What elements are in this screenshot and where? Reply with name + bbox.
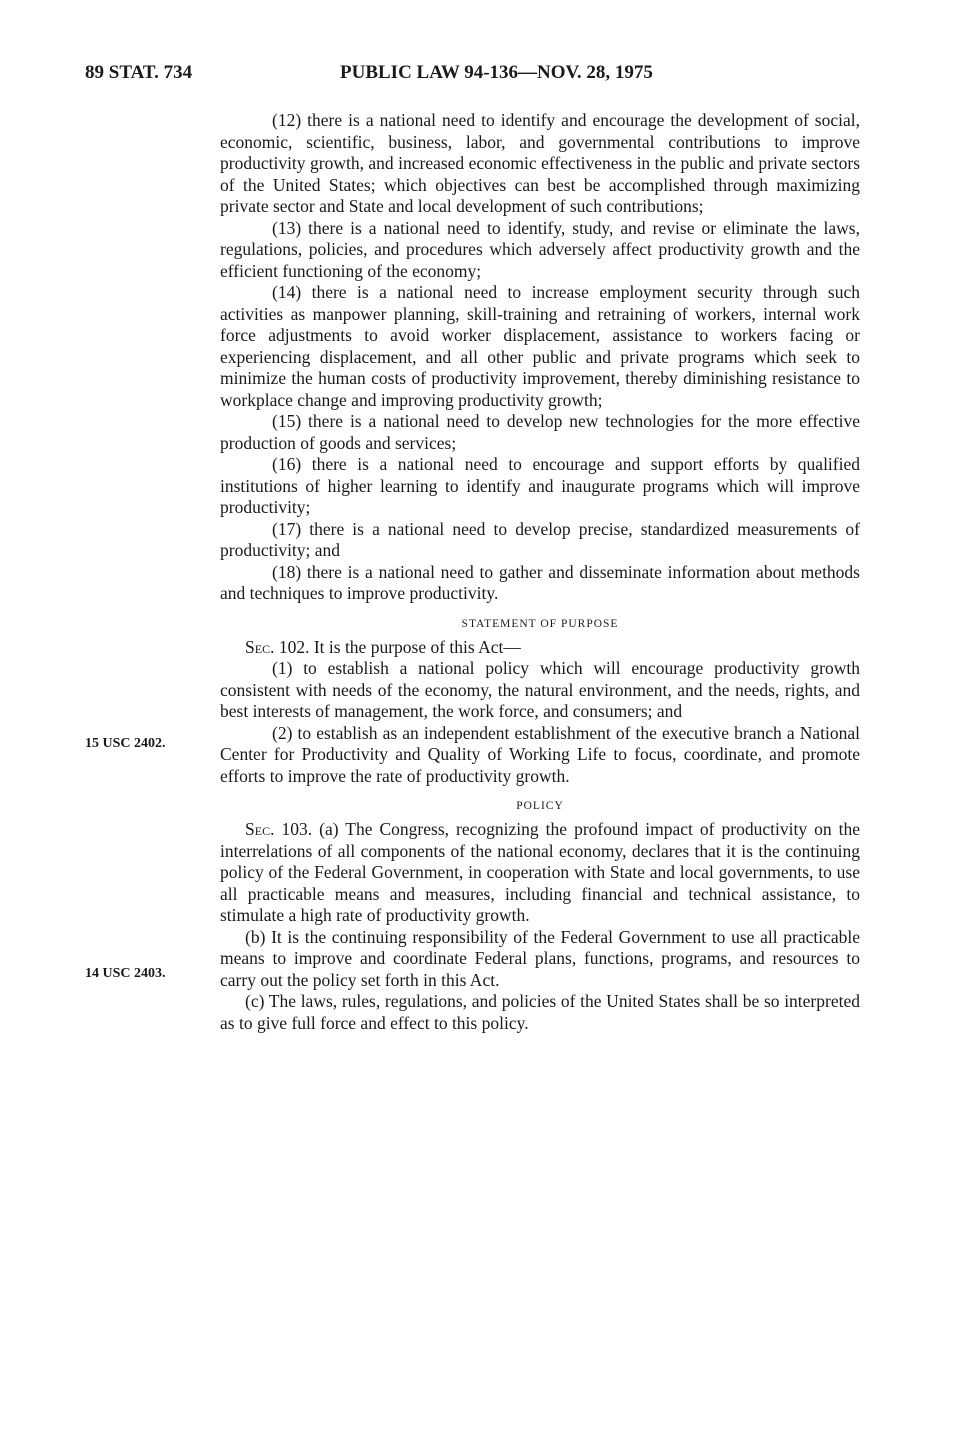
sec-103-b: (b) It is the continuing responsibility of the Federal Government to use all practicable means to improve and coordinate Federal plans, functions, programs, and resources to carry out the policy set forth in this Act. bbox=[220, 926, 860, 990]
sec-103-a bbox=[220, 819, 860, 927]
finding-15: (15) there is a national need to develop new technologies for the more effective production of goods and services; bbox=[220, 411, 860, 453]
sec-103-c: (c) The laws, rules, regulations, and policies of the United States shall be so interpreted as to give full force and effect to this policy. bbox=[220, 991, 860, 1033]
finding-12: (12) there is a national need to identify and encourage the development of social, economic, scientific, business, labor, and governmental contributions to improve productivity growth, and increased economic effectiveness in the public and private sectors of the United States; which objectives can best be accomplished through maximizing private sector and State and local development of such contributions; bbox=[220, 110, 860, 216]
statute-page-number: 89 STAT. 734 bbox=[85, 62, 193, 83]
finding-13: (13) there is a national need to identify, study, and revise or eliminate the laws, regulations, policies, and procedures which adversely affect productivity growth and the efficient functioning of the economy; bbox=[220, 217, 860, 281]
sec-103-label: Sec. 103. bbox=[245, 819, 313, 839]
finding-18: (18) there is a national need to gather and disseminate information about methods and techniques to improve productivity. bbox=[220, 561, 860, 603]
sec-102-label: Sec. 102. bbox=[245, 636, 310, 657]
purpose-item-2: (2) to establish as an independent establishment of the executive branch a National Center for Productivity and Quality of Working Life to focus, coordinate, and promote efforts to improve the rate of productivity growth. bbox=[220, 722, 860, 786]
public-law-title: PUBLIC LAW 94-136—NOV. 28, 1975 bbox=[340, 62, 653, 83]
margin-note-usc-2403: 14 USC 2403. bbox=[85, 966, 166, 981]
page-header bbox=[85, 62, 855, 90]
purpose-item-1: (1) to establish a national policy which will encourage productivity growth consistent with needs of the economy, the natural environment, and the needs, rights, and best interests of management, the work force, and consumers; and bbox=[220, 658, 860, 721]
sec-103-a-text: (a) The Congress, recognizing the profound impact of productivity on the interrelations of all components of the national economy, declares that it is the continuing policy of the Federal Government, in cooperation with State and local governments, to use all practicable means and measures, including financial and technical assistance, to stimulate a high rate of productivity growth. bbox=[220, 819, 860, 925]
sec-102-text: It is the purpose of this Act— bbox=[313, 636, 521, 657]
finding-16: (16) there is a national need to encourage and support efforts by qualified institutions of higher learning to identify and inaugurate programs which will improve productivity; bbox=[220, 454, 860, 517]
sec-102-intro bbox=[220, 637, 860, 659]
finding-14: (14) there is a national need to increase employment security through such activities as manpower planning, skill-training and retraining of workers, internal work force adjustments to avoid worker displacement, assistance to workers facing or experiencing displacement, and all other public and private programs which seek to minimize the human costs of productivity improvement, thereby diminishing resistance to workplace change and improving productivity growth; bbox=[220, 282, 860, 410]
document-body bbox=[220, 110, 860, 1034]
margin-note-usc-2402: 15 USC 2402. bbox=[85, 736, 166, 751]
policy-heading: POLICY bbox=[516, 800, 564, 812]
finding-17: (17) there is a national need to develop precise, standardized measurements of productivity; and bbox=[220, 518, 860, 560]
purpose-heading: STATEMENT OF PURPOSE bbox=[461, 617, 619, 630]
